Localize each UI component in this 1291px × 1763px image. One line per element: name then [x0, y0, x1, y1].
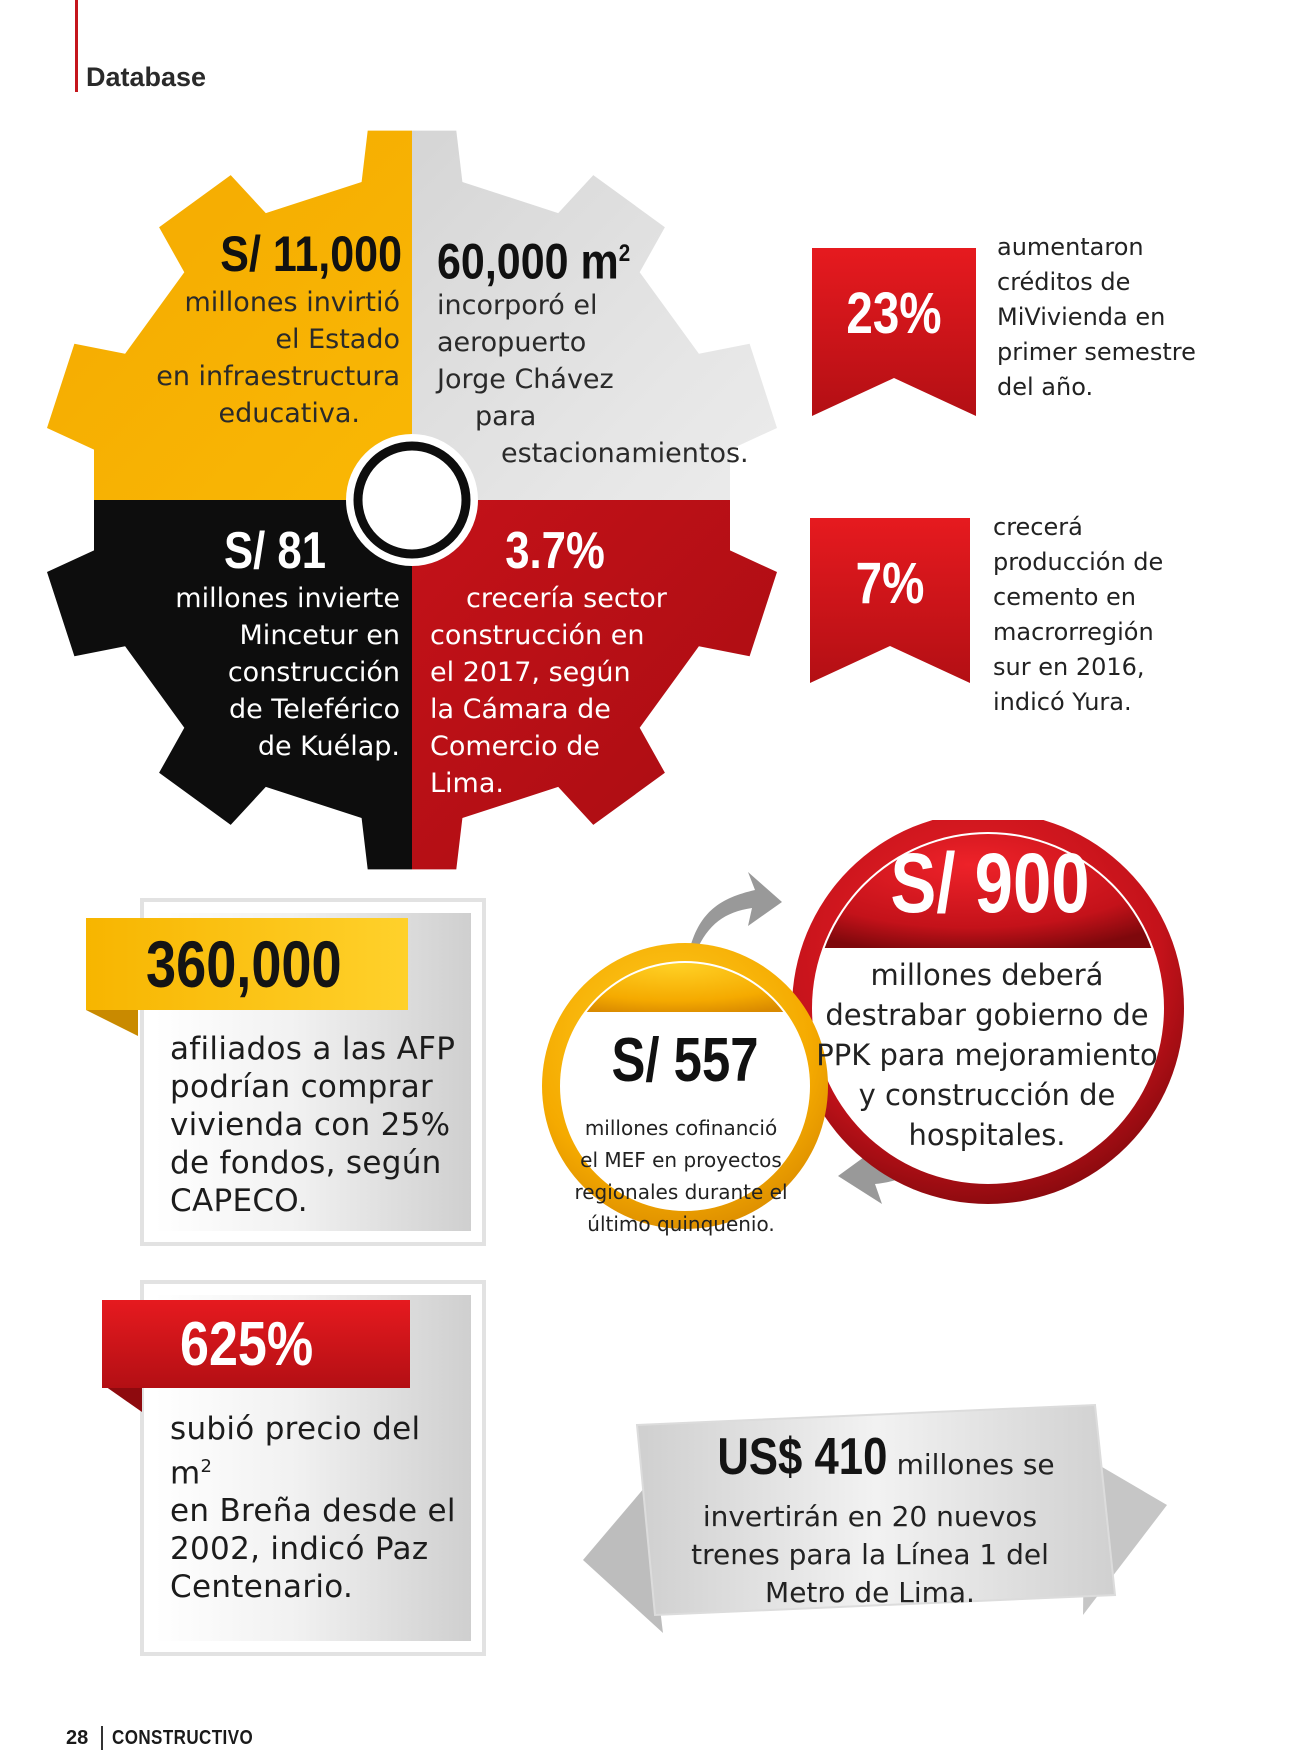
circle-557-line: millones cofinanció — [584, 1116, 778, 1140]
banner-410 — [650, 1428, 1090, 1612]
ribbon-7-line: sur en 2016, — [993, 653, 1145, 681]
magazine-name: CONSTRUCTIVO — [112, 1727, 254, 1749]
card-360000-text — [170, 1030, 470, 1220]
banner-410-line: trenes para la Línea 1 del — [691, 1538, 1049, 1571]
gear-q2-value: 60,000 m — [437, 233, 619, 290]
ribbon-23-line: aumentaron — [997, 233, 1144, 261]
ribbon-23-line: primer semestre — [997, 338, 1196, 366]
gear-q1-text — [120, 284, 400, 432]
gear-q2-line: Jorge Chávez — [437, 364, 614, 395]
banner-410-line: invertirán en 20 nuevos — [702, 1500, 1038, 1533]
gear-q1-line: el Estado — [275, 324, 400, 355]
footer-divider — [101, 1726, 103, 1750]
gear-q1 — [140, 228, 402, 280]
circle-900-line: destrabar gobierno de — [825, 998, 1149, 1032]
circle-557-line: regionales durante el — [574, 1180, 788, 1204]
ribbon-23-line: del año. — [997, 373, 1094, 401]
circle-900-value: S/ 900 — [890, 836, 1090, 930]
circle-900-line: millones deberá — [870, 958, 1104, 992]
ribbon-7-line: indicó Yura. — [993, 688, 1132, 716]
gear-q1-line: educativa. — [218, 398, 360, 429]
gear-q2-text — [437, 287, 767, 472]
gear-q4-line: construcción en — [430, 620, 645, 651]
banner-410-text-rest: millones se — [887, 1448, 1055, 1481]
ribbon-7-line: cemento en — [993, 583, 1137, 611]
card-625-line: 2002, indicó Paz — [170, 1531, 429, 1568]
gear-q1-value: S/ 11,000 — [220, 226, 402, 282]
circle-557-text — [570, 1112, 792, 1240]
ribbon-7-line: macrorregión — [993, 618, 1154, 646]
card-625-line: en Breña desde el — [170, 1493, 456, 1530]
gear-q2-line: incorporó el — [437, 290, 598, 321]
ribbon-7-value: 7% — [855, 551, 925, 616]
card-360000-line: afiliados a las AFP — [170, 1031, 456, 1067]
gear-q2-sup: 2 — [618, 240, 631, 267]
gear-q4-value: 3.7% — [505, 522, 605, 580]
gear-q3-line: Mincetur en — [239, 620, 400, 651]
gear-q4 — [430, 524, 680, 578]
ribbon-7-text — [993, 510, 1233, 720]
circle-900-line: hospitales. — [908, 1118, 1066, 1152]
ribbon-23-text — [997, 230, 1237, 405]
card-625-line: Centenario. — [170, 1569, 354, 1606]
gear-q3-line: millones invierte — [175, 583, 400, 614]
gear-q1-line: millones invirtió — [184, 287, 400, 318]
gear-q2-line: aeropuerto — [437, 327, 587, 358]
ribbon-7-line: producción de — [993, 548, 1164, 576]
page-number: 28 — [66, 1727, 89, 1749]
curved-arrow-top — [690, 872, 782, 952]
gear-q3-line: construcción — [227, 657, 400, 688]
card-360000-line: vivienda con 25% — [170, 1107, 451, 1143]
card-360000-line: CAPECO. — [170, 1183, 308, 1219]
gear-q3-text — [130, 580, 400, 765]
gear-q4-text — [430, 580, 710, 802]
gear-q3 — [150, 524, 400, 578]
card-625-sup: 2 — [200, 1456, 213, 1477]
circle-900-text — [806, 955, 1168, 1155]
card-360000-line: de fondos, según — [170, 1145, 442, 1181]
circle-900-line: PPK para mejoramiento — [816, 1038, 1158, 1072]
gear-q3-value: S/ 81 — [223, 522, 326, 580]
card-625-text — [170, 1410, 470, 1606]
gear-q2-line: para — [475, 401, 537, 432]
gear-q4-line: Comercio de — [430, 731, 600, 762]
card-625-value: 625% — [180, 1310, 314, 1379]
gear-q3-line: de Teleférico — [228, 694, 400, 725]
gear-q4-line: crecería sector — [466, 583, 667, 614]
circle-557-line: último quinquenio. — [587, 1212, 775, 1236]
gear-q2-line: estacionamientos. — [501, 438, 749, 469]
card-360000-line: podrían comprar — [170, 1069, 434, 1105]
circle-557-value: S/ 557 — [611, 1026, 759, 1095]
gear-q2 — [437, 228, 757, 288]
gear-q4-line: la Cámara de — [430, 694, 611, 725]
circle-900-line: y construcción de — [858, 1078, 1116, 1112]
ribbon-23-value: 23% — [846, 281, 942, 346]
gear-q4-line: el 2017, según — [430, 657, 631, 688]
circle-557-line: el MEF en proyectos — [580, 1148, 782, 1172]
section-label: Database — [86, 62, 207, 92]
banner-410-line: Metro de Lima. — [765, 1576, 975, 1609]
ribbon-23-line: créditos de — [997, 268, 1131, 296]
ribbon-7-line: crecerá — [993, 513, 1083, 541]
banner-410-value: US$ 410 — [717, 1428, 888, 1486]
gear-q1-line: en infraestructura — [156, 361, 400, 392]
card-360000-value: 360,000 — [146, 927, 342, 1001]
gear-q3-line: de Kuélap. — [257, 731, 400, 762]
card-625-line: subió precio del m — [170, 1411, 421, 1492]
ribbon-23-line: MiVivienda en — [997, 303, 1166, 331]
gear-q4-line: Lima. — [430, 768, 504, 799]
